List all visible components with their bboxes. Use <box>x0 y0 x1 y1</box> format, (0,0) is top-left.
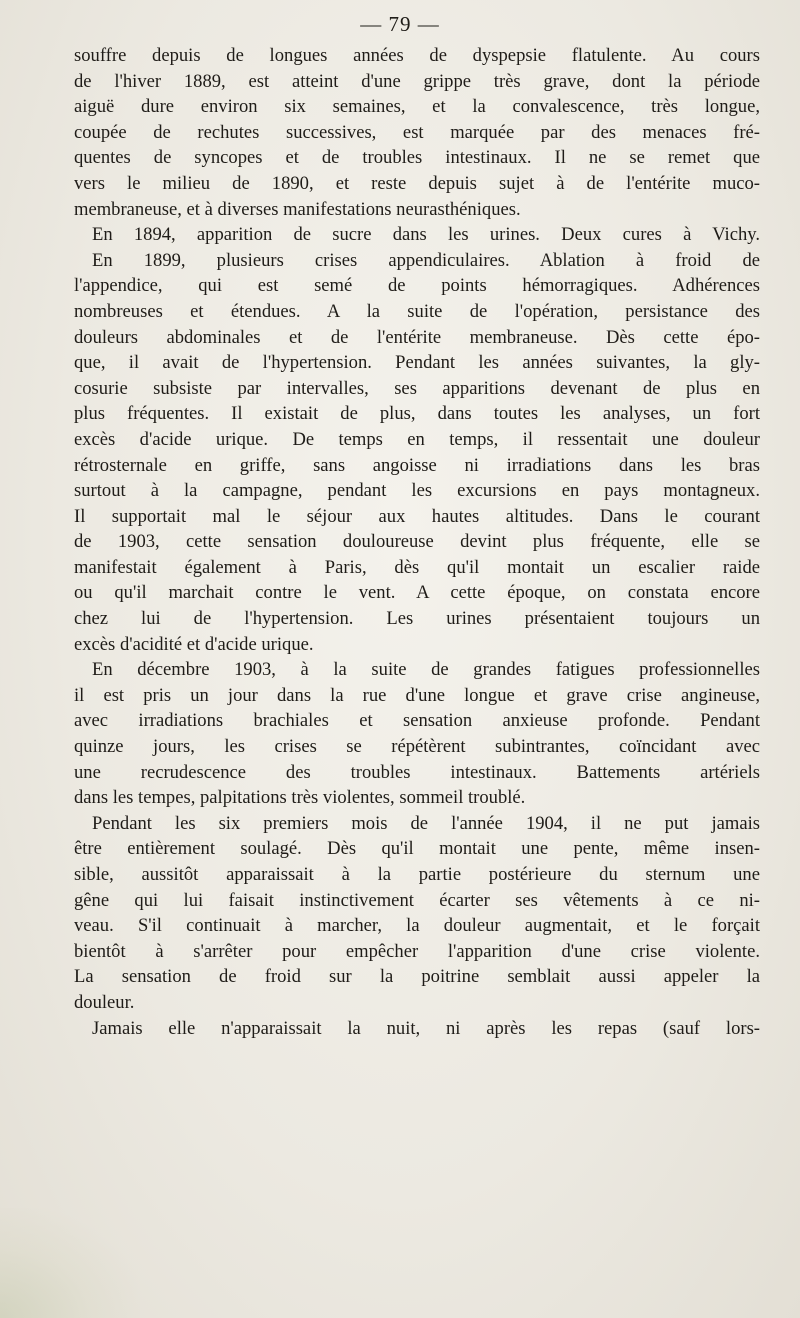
text-line: En 1894, apparition de sucre dans les urines. Deux cures à Vichy. <box>92 224 760 246</box>
text-line: une recrudescence des troubles intestinaux. Battements artériels <box>74 761 760 783</box>
text-line: sible, aussitôt apparaissait à la partie postérieure du sternum une <box>74 864 760 885</box>
text-line: En 1899, plusieurs crises appendiculaires. Ablation à froid de <box>92 249 760 271</box>
text-line: de l'hiver 1889, est atteint d'une grippe très grave, dont la période <box>74 70 760 92</box>
text-line: Jamais elle n'apparaissait la nuit, ni après les repas (sauf lors- <box>92 1017 760 1039</box>
text-line: gêne qui lui faisait instinctivement écarter ses vêtements à ce ni- <box>74 889 760 911</box>
text-line: douleurs abdominales et de l'entérite membraneuse. Dès cette épo- <box>74 326 760 348</box>
text-line: avec irradiations brachiales et sensation anxieuse profonde. Pendant <box>74 710 760 732</box>
text-line: Il supportait mal le séjour aux hautes altitudes. Dans le courant <box>74 505 760 527</box>
text-line: douleur. <box>74 991 135 1013</box>
text-line: membraneuse, et à diverses manifestations neurasthéniques. <box>74 198 521 220</box>
text-line: aiguë dure environ six semaines, et la convalescence, très longue, <box>74 96 760 118</box>
text-line: bientôt à s'arrêter pour empêcher l'apparition d'une crise violente. <box>74 940 760 962</box>
text-line: surtout à la campagne, pendant les excursions en pays montagneux. <box>74 480 760 502</box>
text-line: vers le milieu de 1890, et reste depuis sujet à de l'entérite muco- <box>74 172 760 194</box>
text-line: rétrosternale en griffe, sans angoisse ni irradiations dans les bras <box>74 454 760 476</box>
text-line: coupée de rechutes successives, est marquée par des menaces fré- <box>74 121 760 143</box>
text-line: veau. S'il continuait à marcher, la douleur augmentait, et le forçait <box>74 915 760 937</box>
text-line: l'appendice, qui est semé de points hémorragiques. Adhérences <box>74 275 760 297</box>
text-line: que, il avait de l'hypertension. Pendant les années suivantes, la gly- <box>74 352 760 374</box>
text-line: excès d'acide urique. De temps en temps, il ressentait une douleur <box>74 428 760 450</box>
paper-stain <box>0 1208 140 1318</box>
text-line: En décembre 1903, à la suite de grandes fatigues professionnelles <box>92 659 760 681</box>
text-line: excès d'acidité et d'acide urique. <box>74 633 314 655</box>
page-number: — 79 — <box>360 12 440 36</box>
text-line: quinze jours, les crises se répétèrent subintrantes, coïncidant avec <box>74 736 760 758</box>
text-line: ou qu'il marchait contre le vent. A cette époque, on constata encore <box>74 582 760 604</box>
text-line: être entièrement soulagé. Dès qu'il montait une pente, même insen- <box>74 838 760 860</box>
text-line: de 1903, cette sensation douloureuse devint plus fréquente, elle se <box>74 531 760 553</box>
text-line: quentes de syncopes et de troubles intestinaux. Il ne se remet que <box>74 147 760 169</box>
text-line: souffre depuis de longues années de dyspepsie flatulente. Au cours <box>74 45 760 66</box>
text-line: chez lui de l'hypertension. Les urines présentaient toujours un <box>74 608 760 630</box>
text-line: dans les tempes, palpitations très violentes, sommeil troublé. <box>74 787 526 809</box>
text-line: manifestait également à Paris, dès qu'il montait un escalier raide <box>74 556 760 578</box>
text-line: cosurie subsiste par intervalles, ses apparitions devenant de plus en <box>74 377 760 399</box>
text-line: il est pris un jour dans la rue d'une longue et grave crise angineuse, <box>74 684 760 706</box>
text-line: Pendant les six premiers mois de l'année 1904, il ne put jamais <box>92 812 760 834</box>
text-line: nombreuses et étendues. A la suite de l'opération, persistance des <box>74 300 760 322</box>
text-line: La sensation de froid sur la poitrine semblait aussi appeler la <box>74 966 760 988</box>
text-line: plus fréquentes. Il existait de plus, dans toutes les analyses, un fort <box>74 403 760 425</box>
body-text <box>74 43 760 1041</box>
